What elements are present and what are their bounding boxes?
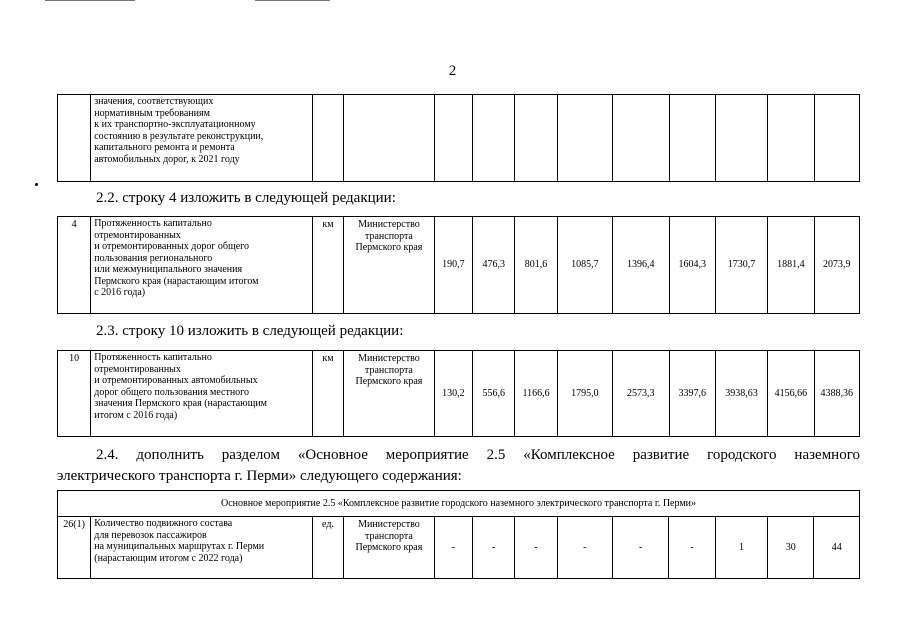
section-header: Основное мероприятие 2.5 «Комплексное развитие городского наземного электрического транспорта г. Перми» bbox=[58, 491, 860, 517]
cell-executor: Министерство транспорта Пермского края bbox=[344, 217, 435, 314]
cell-num bbox=[58, 95, 91, 182]
cell-value: 3938,63 bbox=[715, 351, 767, 437]
cell-value: 1396,4 bbox=[613, 217, 669, 314]
cell-value: 4388,36 bbox=[814, 351, 859, 437]
table-row-4 bbox=[57, 216, 860, 314]
cell-value: 44 bbox=[814, 517, 860, 579]
paragraph-2-2: 2.2. строку 4 изложить в следующей редакции: bbox=[96, 190, 396, 206]
cell-indicator-name: Протяженность капитально отремонтированных и отремонтированных дорог общего пользования регионального или межмуниципального значения Пермского края (нарастающим итогом с 2016 года) bbox=[91, 217, 313, 314]
margin-dot bbox=[35, 183, 38, 186]
cell-value: 1795,0 bbox=[557, 351, 612, 437]
table-continuation bbox=[57, 94, 860, 182]
table-row bbox=[58, 217, 860, 314]
table-row bbox=[58, 517, 860, 579]
cell-value: 1604,3 bbox=[669, 217, 715, 314]
table-section-2-5 bbox=[57, 490, 860, 579]
table-row-10 bbox=[57, 350, 860, 437]
cell-num: 10 bbox=[58, 351, 91, 437]
page-number: 2 bbox=[448, 63, 457, 79]
cell-num: 4 bbox=[58, 217, 91, 314]
cell-value: 1881,4 bbox=[768, 217, 814, 314]
cell-unit: ед. bbox=[312, 517, 343, 579]
cell-value: - bbox=[515, 517, 557, 579]
cell-value: 2573,3 bbox=[613, 351, 669, 437]
cell-value: 1085,7 bbox=[557, 217, 612, 314]
cell-value: - bbox=[669, 517, 715, 579]
paragraph-2-3: 2.3. строку 10 изложить в следующей редакции: bbox=[96, 323, 404, 339]
cell-value: 4156,66 bbox=[768, 351, 814, 437]
table-row bbox=[58, 351, 860, 437]
cell-value: 801,6 bbox=[515, 217, 557, 314]
cell-value: 130,2 bbox=[434, 351, 472, 437]
table-section-header-row bbox=[58, 491, 860, 517]
top-edge-line-right bbox=[255, 0, 330, 1]
cell-indicator-name: Протяженность капитально отремонтированных и отремонтированных автомобильных дорог общего пользования местного значения Пермского края (нарастающим итогом с 2016 года) bbox=[91, 351, 313, 437]
cell-value: 476,3 bbox=[473, 217, 515, 314]
paragraph-2-4-line-2: электрического транспорта г. Перми» следующего содержания: bbox=[57, 468, 462, 484]
cell-value: 3397,6 bbox=[669, 351, 715, 437]
cell-indicator-name: Количество подвижного состава для перевозок пассажиров на муниципальных маршрутах г. Перми (нарастающим итогом с 2022 года) bbox=[91, 517, 313, 579]
cell-value: 30 bbox=[768, 517, 814, 579]
cell-executor: Министерство транспорта Пермского края bbox=[344, 351, 435, 437]
paragraph-2-4 bbox=[57, 445, 860, 487]
paragraph-2-4-line-1: 2.4. дополнить разделом «Основное мероприятие 2.5 «Комплексное развитие городского наземного bbox=[96, 447, 860, 463]
cell-value: - bbox=[557, 517, 612, 579]
cell-unit: км bbox=[312, 217, 343, 314]
cell-value: 1166,6 bbox=[515, 351, 557, 437]
cell-value: 556,6 bbox=[473, 351, 515, 437]
cell-num: 26(1) bbox=[58, 517, 91, 579]
cell-executor: Министерство транспорта Пермского края bbox=[344, 517, 435, 579]
cell-value: 190,7 bbox=[434, 217, 472, 314]
cell-value: - bbox=[473, 517, 515, 579]
cell-value: - bbox=[613, 517, 669, 579]
cell-value: 1 bbox=[715, 517, 767, 579]
top-edge-line-left bbox=[45, 0, 135, 1]
cell-indicator-name: значения, соответствующих нормативным требованиям к их транспортно-эксплуатационному состоянию в результате реконструкции, капитального ремонта и ремонта автомобильных дорог, к 2021 году bbox=[91, 95, 313, 182]
cell-value: 2073,9 bbox=[814, 217, 859, 314]
cell-unit: км bbox=[312, 351, 343, 437]
cell-value: 1730,7 bbox=[715, 217, 767, 314]
cell-value: - bbox=[434, 517, 472, 579]
table-row bbox=[58, 95, 860, 182]
